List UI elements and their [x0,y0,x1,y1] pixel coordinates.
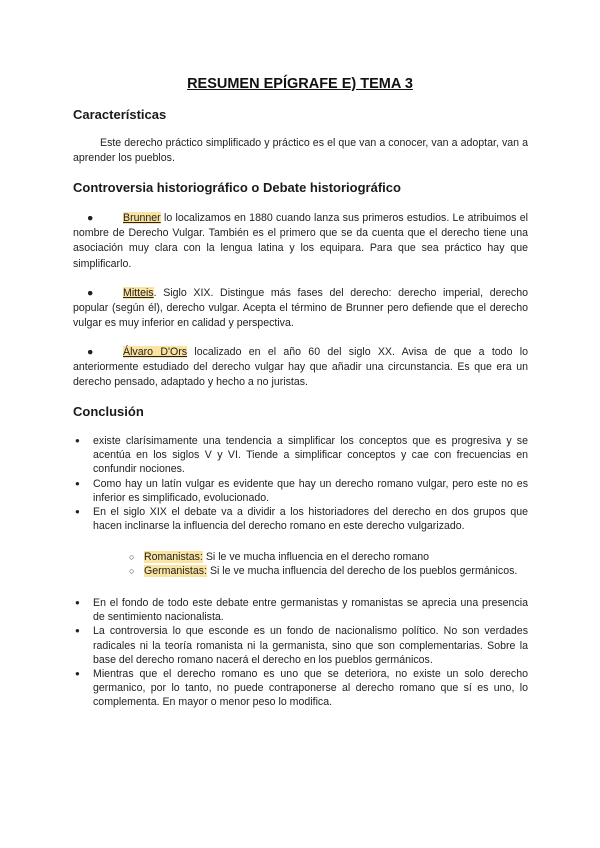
author-text: . Siglo XIX. Distingue más fases del derecho: derecho imperial, derecho popular (según él), derecho vulgar. Acepta el término de Brunner pero defiende que el derecho vulgar es muy inferior en calidad y perspectiva. [73,287,528,330]
author-text: localizado en el año 60 del siglo XX. Avisa de que a todo lo anteriormente estudiado del derecho vulgar hay que añadir una circunstancia. Es que era un derecho pensado, adaptado y hecho a no juristas. [73,346,528,389]
list-item: ● Mientras que el derecho romano es uno que se deteriora, no existe un solo derecho germanico, por lo tanto, no puede contraponerse al derecho romano que sí es uno, lo complementa. En mayor o menor peso lo modifica. [73,667,528,710]
term-text: Si le ve mucha influencia del derecho de los pueblos germánicos. [207,565,518,578]
conclusion-list [73,434,528,533]
heading-controversia: Controversia historiográfico o Debate historiográfico [73,180,401,195]
author-name: Mitteis [123,287,154,299]
list-item: ● En el siglo XIX el debate va a dividir a los historiadores del derecho en dos grupos que hacen inclinarse la influencia del derecho romano en este derecho vulgarizado. [73,505,528,533]
bullet-dot: ● [87,287,94,299]
controversia-item-brunner [73,211,528,272]
list-item: ● existe clarísimamente una tendencia a simplificar los conceptos que es progresiva y se acentúa en los siglos V y VI. Tiende a simplificar conceptos y cae con frecuencias en confundir nociones. [73,434,528,477]
conclusion-sub-list [126,550,528,578]
list-item: ● En el fondo de todo este debate entre germanistas y romanistas se aprecia una presencia de sentimiento nacionalista. [73,596,528,624]
heading-caracteristicas: Características [73,107,167,122]
heading-conclusion: Conclusión [73,404,144,419]
author-text: lo localizamos en 1880 cuando lanza sus primeros estudios. Le atribuimos el nombre de Derecho Vulgar. También es el primero que se da cuenta que el derecho tiene una asociación muy clara con la lengua latina y los equipara. Para que sea práctico hay que simplificarlo. [73,212,528,270]
author-name: Álvaro D'Ors [123,346,188,358]
sub-list-item-germanistas [126,564,528,578]
term-text: Si le ve mucha influencia en el derecho romano [202,551,430,563]
list-item: ● Como hay un latín vulgar es evidente que hay un derecho romano vulgar, pero este no es inferior es simplificado, evolucionado. [73,477,528,505]
bullet-dot: ● [87,212,94,224]
conclusion-list-after [73,596,528,710]
list-item: ● La controversia lo que esconde es un fondo de nacionalismo político. No son verdades radicales ni la teoría romanista ni la germanista, sino que son complementarias. Sobre la base del derecho romano nacerá el derecho en los pueblos germánicos. [73,624,528,667]
paragraph-caracteristicas: Este derecho práctico simplificado y práctico es el que van a conocer, van a adoptar, van a aprender los pueblos. [73,137,528,165]
bullet-dot: ● [87,346,94,358]
page-title: RESUMEN EPÍGRAFE E) TEMA 3 [187,76,413,92]
controversia-item-dors [73,345,528,391]
term-label: Romanistas: [144,551,203,563]
author-name: Brunner [123,212,161,224]
term-label: Germanistas: [144,565,207,578]
sub-list-item-romanistas [126,550,528,564]
controversia-item-mitteis [73,286,528,332]
